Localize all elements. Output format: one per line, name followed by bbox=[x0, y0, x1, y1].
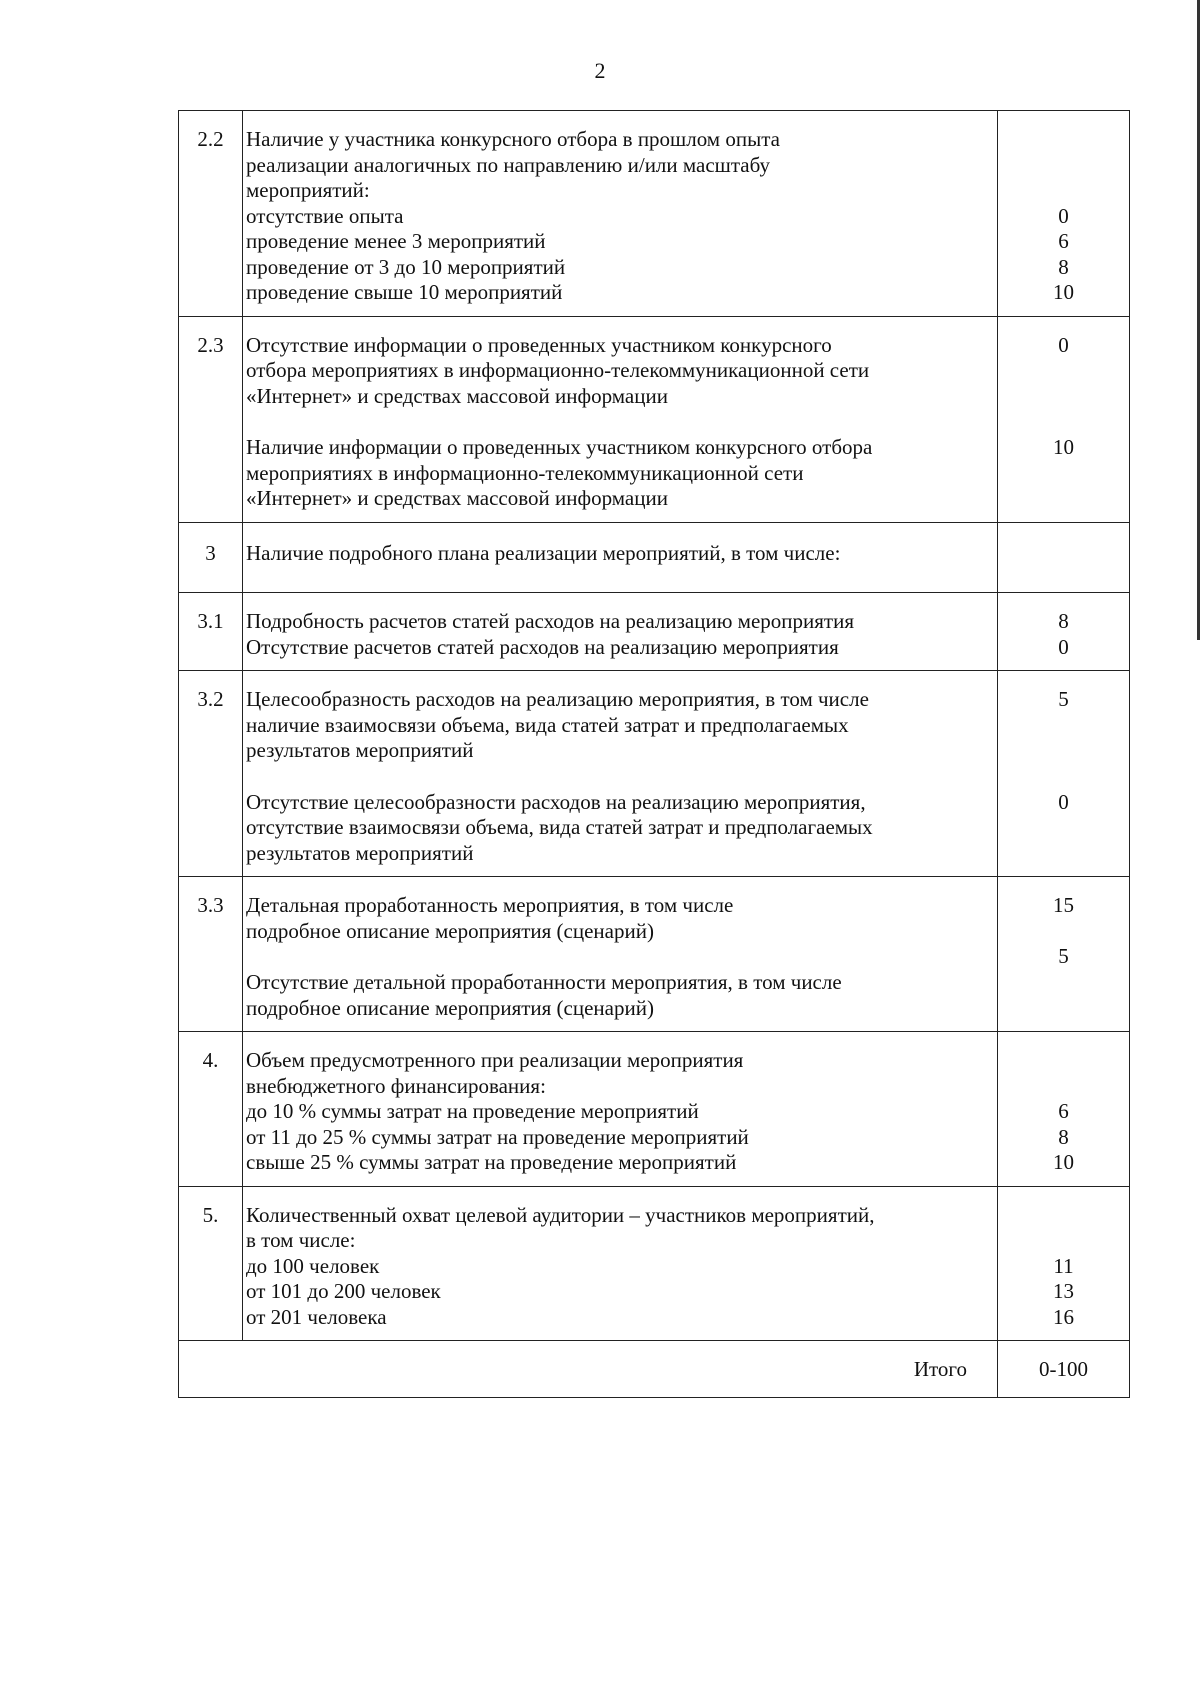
criterion-text: Наличие у участника конкурсного отбора в прошлом опыта реализации аналогичных по направлению и/или масштабу мероприятий: отсутствие опыта проведение менее 3 мероприятий проведение от 3 до 10 мероприятий проведение свыше 10 мероприятий bbox=[243, 111, 998, 317]
score-cell: 0 10 bbox=[998, 316, 1130, 522]
row-number: 2.3 bbox=[179, 316, 243, 522]
criterion-text: Наличие подробного плана реализации мероприятий, в том числе: bbox=[243, 522, 998, 593]
table-row bbox=[179, 1186, 1130, 1341]
criterion-text: Подробность расчетов статей расходов на реализацию мероприятия Отсутствие расчетов статей расходов на реализацию мероприятия bbox=[243, 593, 998, 671]
row-number: 4. bbox=[179, 1032, 243, 1187]
criterion-text: Объем предусмотренного при реализации мероприятия внебюджетного финансирования: до 10 % суммы затрат на проведение мероприятий от 11 до 25 % суммы затрат на проведение мероприятий свыше 25 % суммы затрат на проведение мероприятий bbox=[243, 1032, 998, 1187]
score-cell: 11 13 16 bbox=[998, 1186, 1130, 1341]
score-cell: 8 0 bbox=[998, 593, 1130, 671]
criterion-text: Целесообразность расходов на реализацию мероприятия, в том числе наличие взаимосвязи объема, вида статей затрат и предполагаемых результатов мероприятий Отсутствие целесообразности расходов на реализацию мероприятия, отсутствие взаимосвязи объема, вида статей затрат и предполагаемых результатов мероприятий bbox=[243, 671, 998, 877]
total-value: 0-100 bbox=[998, 1341, 1130, 1398]
score-cell: 6 8 10 bbox=[998, 1032, 1130, 1187]
score-cell: 15 5 bbox=[998, 877, 1130, 1032]
criterion-text: Количественный охват целевой аудитории – участников мероприятий, в том числе: до 100 человек от 101 до 200 человек от 201 человека bbox=[243, 1186, 998, 1341]
row-number: 2.2 bbox=[179, 111, 243, 317]
table-row bbox=[179, 316, 1130, 522]
table-row bbox=[179, 877, 1130, 1032]
row-number: 5. bbox=[179, 1186, 243, 1341]
table-row bbox=[179, 522, 1130, 593]
row-number: 3.1 bbox=[179, 593, 243, 671]
table-row bbox=[179, 1032, 1130, 1187]
row-number: 3.3 bbox=[179, 877, 243, 1032]
table-row bbox=[179, 593, 1130, 671]
score-cell bbox=[998, 522, 1130, 593]
criterion-text: Детальная проработанность мероприятия, в том числе подробное описание мероприятия (сценарий) Отсутствие детальной проработанности мероприятия, в том числе подробное описание мероприятия (сценарий) bbox=[243, 877, 998, 1032]
table-row bbox=[179, 671, 1130, 877]
page-number: 2 bbox=[594, 58, 606, 83]
score-cell: 0 6 8 10 bbox=[998, 111, 1130, 317]
criterion-text: Отсутствие информации о проведенных участником конкурсного отбора мероприятиях в информационно-телекоммуникационной сети «Интернет» и средствах массовой информации Наличие информации о проведенных участником конкурсного отбора мероприятиях в информационно-телекоммуникационной сети «Интернет» и средствах массовой информации bbox=[243, 316, 998, 522]
score-cell: 5 0 bbox=[998, 671, 1130, 877]
total-label: Итого bbox=[179, 1341, 998, 1398]
row-number: 3.2 bbox=[179, 671, 243, 877]
table-row bbox=[179, 111, 1130, 317]
row-number: 3 bbox=[179, 522, 243, 593]
total-row bbox=[179, 1341, 1130, 1398]
criteria-table bbox=[178, 110, 1130, 1398]
